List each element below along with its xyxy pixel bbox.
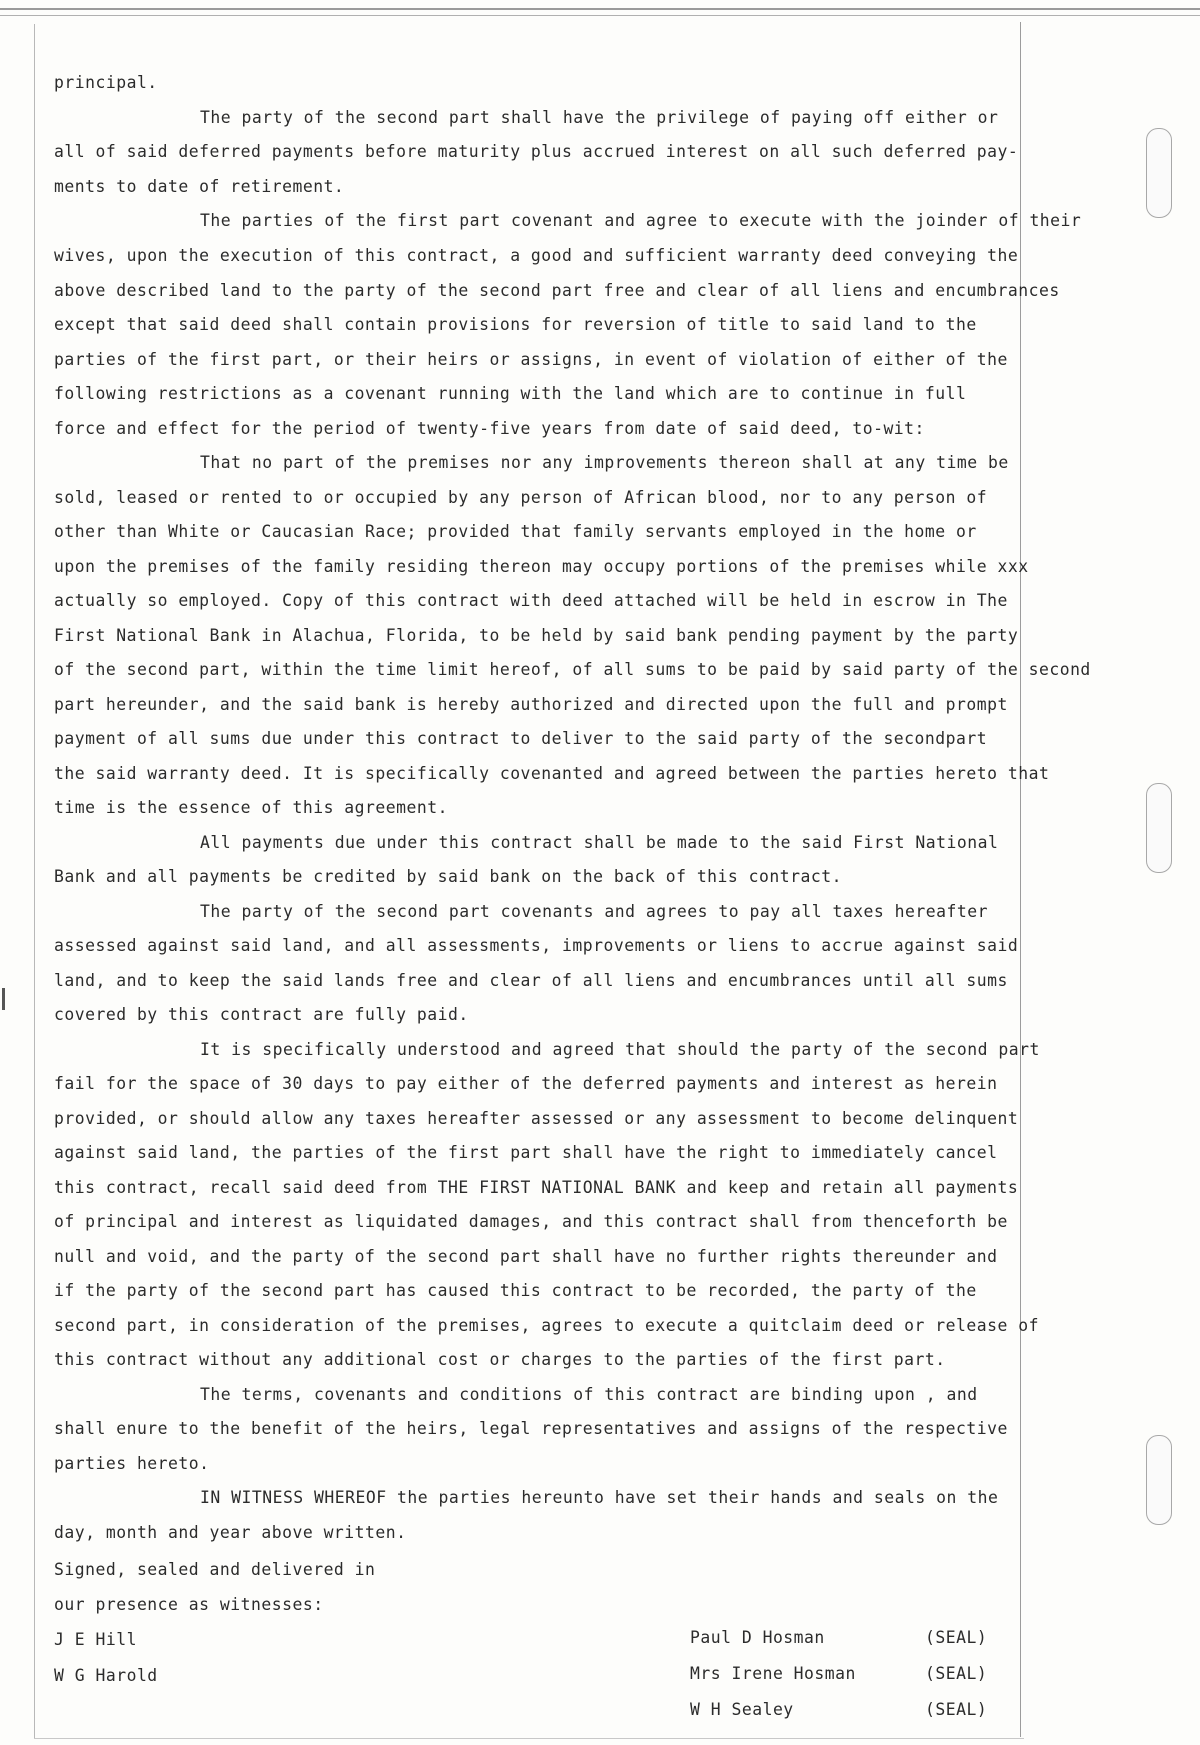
binder-hole-top bbox=[1146, 128, 1172, 218]
text-line: ments to date of retirement. bbox=[54, 177, 345, 196]
margin-mark bbox=[2, 988, 5, 1010]
text-line: except that said deed shall contain provisions for reversion of title to said land to the bbox=[54, 315, 977, 334]
text-line: It is specifically understood and agreed that should the party of the second part bbox=[200, 1040, 1040, 1059]
text-line: That no part of the premises nor any improvements thereon shall at any time be bbox=[200, 453, 1009, 472]
text-line: covered by this contract are fully paid. bbox=[54, 1005, 469, 1024]
text-line: other than White or Caucasian Race; provided that family servants employed in the home or bbox=[54, 522, 977, 541]
text-line: second part, in consideration of the premises, agrees to execute a quitclaim deed or release of bbox=[54, 1316, 1039, 1335]
text-line: following restrictions as a covenant running with the land which are to continue in full bbox=[54, 384, 967, 403]
text-line: upon the premises of the family residing thereon may occupy portions of the premises while xxx bbox=[54, 557, 1029, 576]
text-line: All payments due under this contract shall be made to the said First National bbox=[200, 833, 999, 852]
text-line: shall enure to the benefit of the heirs, legal representatives and assigns of the respective bbox=[54, 1419, 1008, 1438]
seal-label: (SEAL) bbox=[925, 1628, 988, 1647]
text-line: payment of all sums due under this contract to deliver to the said party of the secondpart bbox=[54, 729, 988, 748]
text-line: assessed against said land, and all assessments, improvements or liens to accrue against said bbox=[54, 936, 1019, 955]
text-line: sold, leased or rented to or occupied by any person of African blood, nor to any person of bbox=[54, 488, 988, 507]
text-line: of the second part, within the time limit hereof, of all sums to be paid by said party of the second bbox=[54, 660, 1091, 679]
text-line: above described land to the party of the second part free and clear of all liens and encumbrances bbox=[54, 281, 1060, 300]
text-line: First National Bank in Alachua, Florida, to be held by said bank pending payment by the party bbox=[54, 626, 1019, 645]
text-line: land, and to keep the said lands free and clear of all liens and encumbrances until all sums bbox=[54, 971, 1008, 990]
text-line: null and void, and the party of the second part shall have no further rights thereunder and bbox=[54, 1247, 998, 1266]
witness-name: J E Hill bbox=[54, 1630, 137, 1649]
text-line: fail for the space of 30 days to pay either of the deferred payments and interest as herein bbox=[54, 1074, 998, 1093]
signatory-name: Mrs Irene Hosman bbox=[690, 1664, 856, 1683]
text-line: parties hereto. bbox=[54, 1454, 210, 1473]
text-line: actually so employed. Copy of this contract with deed attached will be held in escrow in The bbox=[54, 591, 1008, 610]
text-line: wives, upon the execution of this contract, a good and sufficient warranty deed conveying the bbox=[54, 246, 1019, 265]
left-margin-rule bbox=[34, 24, 35, 1739]
text-line: this contract without any additional cost or charges to the parties of the first part. bbox=[54, 1350, 946, 1369]
text-line: this contract, recall said deed from THE FIRST NATIONAL BANK and keep and retain all payments bbox=[54, 1178, 1019, 1197]
bottom-border-rule bbox=[34, 1738, 1024, 1739]
witness-name: W G Harold bbox=[54, 1666, 158, 1685]
right-margin-rule bbox=[1020, 22, 1021, 1737]
signatory-name: W H Sealey bbox=[690, 1700, 794, 1719]
text-line: IN WITNESS WHEREOF the parties hereunto have set their hands and seals on the bbox=[200, 1488, 999, 1507]
text-line: part hereunder, and the said bank is hereby authorized and directed upon the full and prompt bbox=[54, 695, 1008, 714]
text-line: The terms, covenants and conditions of this contract are binding upon , and bbox=[200, 1385, 978, 1404]
text-line: the said warranty deed. It is specifically covenanted and agreed between the parties hereto that bbox=[54, 764, 1050, 783]
text-line: Bank and all payments be credited by said bank on the back of this contract. bbox=[54, 867, 842, 886]
text-line: time is the essence of this agreement. bbox=[54, 798, 448, 817]
text-line: our presence as witnesses: bbox=[54, 1595, 324, 1614]
text-line: force and effect for the period of twenty-five years from date of said deed, to-wit: bbox=[54, 419, 925, 438]
text-line: if the party of the second part has caused this contract to be recorded, the party of the bbox=[54, 1281, 977, 1300]
seal-label: (SEAL) bbox=[925, 1700, 988, 1719]
text-line: The parties of the first part covenant and agree to execute with the joinder of their bbox=[200, 211, 1082, 230]
text-line: against said land, the parties of the first part shall have the right to immediately cancel bbox=[54, 1143, 998, 1162]
text-line: all of said deferred payments before maturity plus accrued interest on all such deferred pay- bbox=[54, 142, 1019, 161]
text-line: of principal and interest as liquidated damages, and this contract shall from thenceforth be bbox=[54, 1212, 1008, 1231]
seal-label: (SEAL) bbox=[925, 1664, 988, 1683]
text-line: principal. bbox=[54, 73, 158, 92]
text-line: provided, or should allow any taxes hereafter assessed or any assessment to become delinquent bbox=[54, 1109, 1019, 1128]
signatory-name: Paul D Hosman bbox=[690, 1628, 825, 1647]
text-line: parties of the first part, or their heirs or assigns, in event of violation of either of the bbox=[54, 350, 1008, 369]
text-line: day, month and year above written. bbox=[54, 1523, 407, 1542]
binder-hole-middle bbox=[1146, 783, 1172, 873]
text-line: The party of the second part shall have the privilege of paying off either or bbox=[200, 108, 999, 127]
text-line: The party of the second part covenants and agrees to pay all taxes hereafter bbox=[200, 902, 988, 921]
text-line: Signed, sealed and delivered in bbox=[54, 1560, 376, 1579]
top-border-rule bbox=[0, 8, 1200, 16]
binder-hole-bottom bbox=[1146, 1435, 1172, 1525]
